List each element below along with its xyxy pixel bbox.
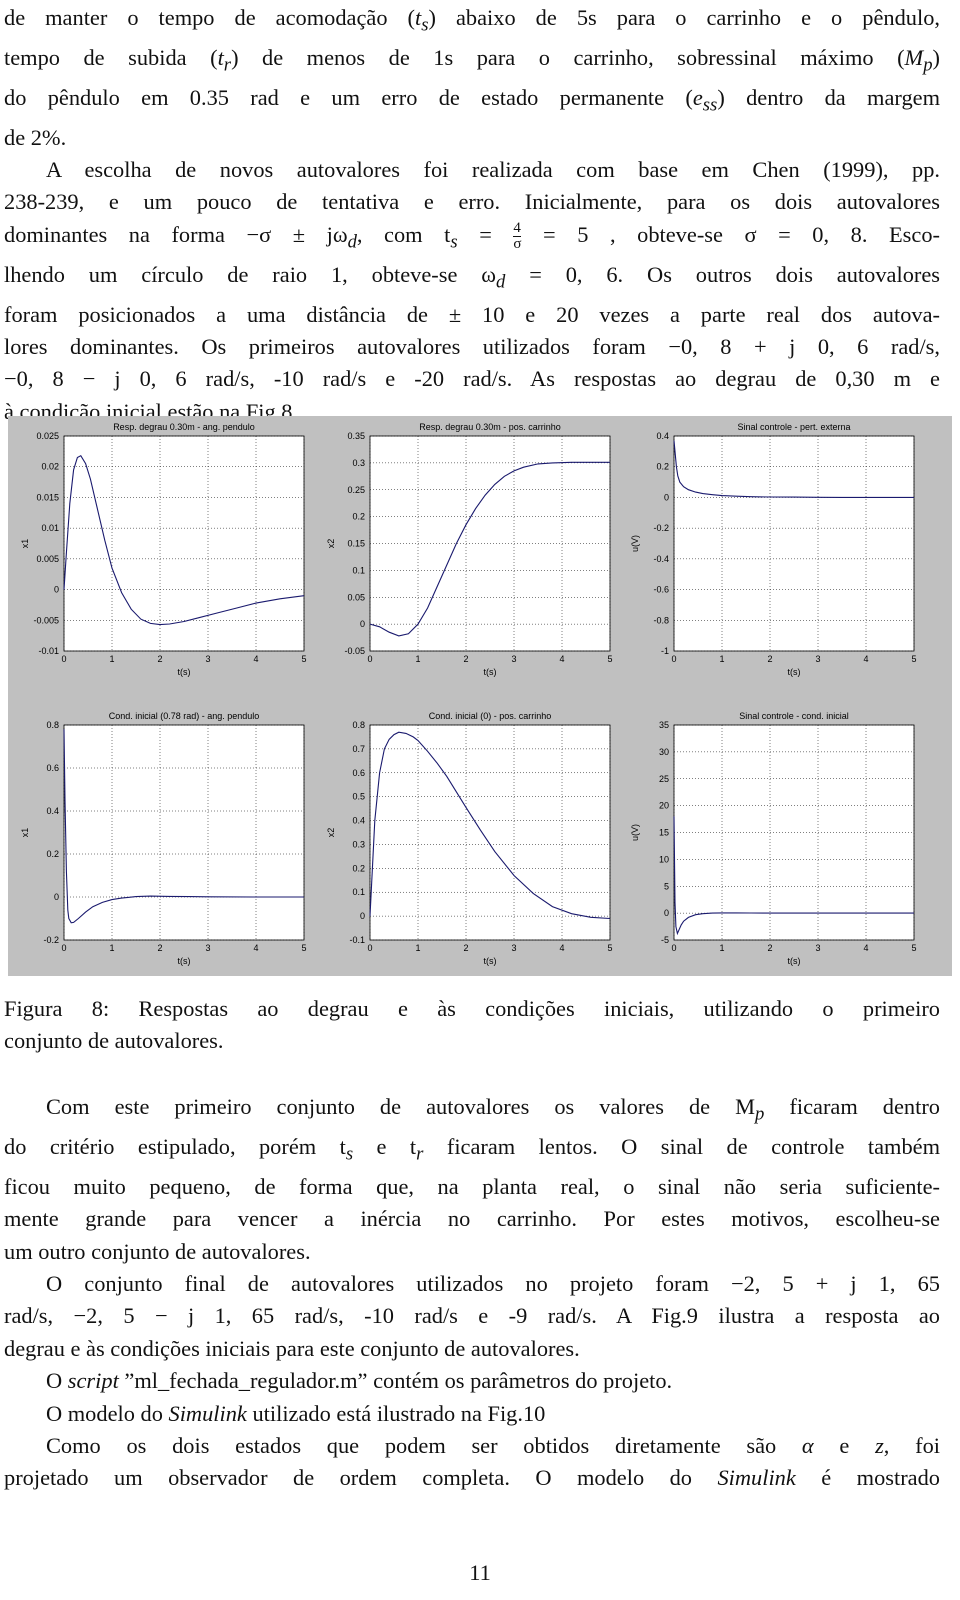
- y-tick-label: -0.005: [33, 615, 59, 626]
- y-tick-label: 0.025: [36, 431, 59, 441]
- y-tick-label: -0.1: [349, 935, 365, 945]
- x-tick-label: 1: [415, 943, 421, 953]
- text-line: rad/s, −2, 5 − j 1, 65 rad/s, -10 rad/s e -9 rad/s. A Fig.9 ilustra a resposta ao: [4, 1303, 940, 1329]
- plot-title: Cond. inicial (0) - pos. carrinho: [428, 711, 552, 721]
- plot-3: [630, 422, 917, 677]
- x-tick-label: 4: [863, 943, 869, 953]
- text-line: Com este primeiro conjunto de autovalores os valores de $M_p$ ficaram dentro: [46, 1094, 941, 1125]
- y-tick-label: 0.6: [46, 763, 59, 773]
- text-line: lhendo um círculo de raio 1, obteve-se $\omega_d = 0$, 6. Os outros dois autovalores: [4, 261, 940, 293]
- plot-1: [20, 422, 307, 677]
- y-tick-label: -0.01: [38, 646, 59, 656]
- y-tick-label: 0.02: [41, 461, 59, 472]
- x-tick-label: 3: [205, 943, 211, 953]
- x-tick-label: 3: [815, 943, 821, 953]
- y-tick-label: 0: [359, 619, 365, 630]
- x-tick-label: 5: [301, 654, 307, 664]
- text-line: Como os dois estados que podem ser obtidos diretamente são α e z, foi: [46, 1433, 940, 1458]
- y-tick-label: 0: [663, 492, 669, 503]
- x-tick-label: 4: [863, 654, 869, 664]
- text-line: de manter o tempo de acomodação $(t_s)$ abaixo de 5s para o carrinho e o pêndulo,: [4, 5, 940, 36]
- y-tick-label: 0.3: [352, 457, 365, 468]
- y-tick-label: 0.2: [656, 461, 669, 472]
- y-tick-label: 35: [658, 720, 669, 730]
- y-tick-label: 0.05: [347, 592, 365, 603]
- x-tick-label: 1: [109, 943, 115, 953]
- text-line: O modelo do Simulink utilizado está ilustrado na Fig.10: [46, 1400, 546, 1426]
- x-tick-label: 4: [559, 943, 565, 953]
- y-axis-label: u(V): [630, 534, 640, 553]
- x-tick-label: 1: [719, 654, 725, 664]
- x-tick-label: 0: [671, 943, 677, 953]
- x-tick-label: 4: [253, 654, 259, 664]
- plot-area: [64, 725, 304, 940]
- text-line: mente grande para vencer a inércia no carrinho. Por estes motivos, escolheu-se: [4, 1206, 940, 1232]
- text-line: um outro conjunto de autovalores.: [4, 1238, 311, 1264]
- x-tick-label: 5: [911, 943, 917, 953]
- x-tick-label: 2: [767, 654, 773, 664]
- x-tick-label: 3: [511, 654, 517, 664]
- figure-8-plots: [8, 416, 952, 976]
- plot-2: [326, 422, 613, 677]
- x-tick-label: 2: [463, 943, 469, 953]
- text-line: ficou muito pequeno, de forma que, na planta real, o sinal não seria suficiente-: [4, 1173, 940, 1199]
- y-tick-label: 0.1: [352, 887, 365, 898]
- x-axis-label: t(s): [787, 956, 801, 966]
- y-tick-label: 0: [663, 908, 669, 919]
- x-tick-label: 2: [157, 654, 163, 664]
- y-tick-label: -0.2: [43, 935, 59, 945]
- plot-6: [630, 711, 917, 966]
- y-tick-label: 0.15: [347, 538, 365, 549]
- text-line: do pêndulo em 0.35 rad e um erro de estado permanente $(e_{ss})$ dentro da margem: [4, 84, 940, 116]
- x-tick-label: 5: [301, 943, 307, 953]
- x-tick-label: 3: [815, 654, 821, 664]
- plot-area: [674, 436, 914, 651]
- y-axis-label: x2: [326, 538, 336, 549]
- y-tick-label: 0: [53, 892, 59, 902]
- plot-area: [370, 725, 610, 940]
- y-tick-label: -0.4: [653, 553, 669, 564]
- text-line: à condição inicial estão na Fig.8.: [4, 398, 299, 424]
- x-tick-label: 5: [607, 943, 613, 953]
- y-tick-label: -0.8: [653, 615, 669, 626]
- x-tick-label: 1: [415, 654, 421, 664]
- text-line: lores dominantes. Os primeiros autovalores utilizados foram −0, 8 + j 0, 6 rad/s,: [4, 334, 940, 359]
- page-number: 11: [469, 1560, 491, 1585]
- y-tick-label: 0.005: [36, 553, 59, 564]
- x-axis-label: t(s): [177, 667, 191, 677]
- y-tick-label: 0.1: [352, 565, 365, 576]
- x-tick-label: 1: [719, 943, 725, 953]
- x-tick-label: 2: [157, 943, 163, 953]
- plot-5: [326, 711, 613, 966]
- y-axis-label: x1: [20, 827, 30, 838]
- x-tick-label: 1: [109, 654, 115, 664]
- y-tick-label: 0.6: [352, 767, 365, 778]
- y-tick-label: 0.015: [36, 492, 59, 503]
- y-tick-label: 0.8: [46, 720, 59, 730]
- plot-title: Sinal controle - pert. externa: [737, 422, 851, 432]
- y-tick-label: 0.4: [656, 431, 669, 441]
- top-text: [4, 2, 940, 428]
- x-tick-label: 0: [367, 943, 373, 953]
- x-axis-label: t(s): [483, 956, 497, 966]
- x-tick-label: 0: [671, 654, 677, 664]
- y-tick-label: 10: [658, 854, 669, 865]
- y-tick-label: 0: [359, 911, 365, 922]
- plot-title: Sinal controle - cond. inicial: [739, 711, 849, 721]
- x-tick-label: 0: [61, 943, 67, 953]
- x-tick-label: 0: [61, 654, 67, 664]
- text-line: degrau e às condições iniciais para este conjunto de autovalores.: [4, 1335, 580, 1361]
- plot-title: Resp. degrau 0.30m - ang. pendulo: [113, 422, 255, 432]
- y-tick-label: 0.4: [352, 815, 365, 826]
- y-axis-label: x1: [20, 538, 30, 549]
- y-tick-label: 0.5: [352, 791, 365, 802]
- y-tick-label: 0.4: [46, 806, 59, 816]
- caption-line: Figura 8: Respostas ao degrau e às condições iniciais, utilizando o primeiro: [4, 996, 940, 1021]
- plot-4: [20, 711, 307, 966]
- text-line: dominantes na forma $-\sigma \pm j\omega_d$, com $t_s$ = $\frac{4}{\sigma}$ = 5 , obteve-se σ = 0, 8. Esco-: [4, 220, 940, 253]
- caption-line: conjunto de autovalores.: [4, 1028, 224, 1054]
- y-tick-label: 0.01: [41, 523, 59, 534]
- y-axis-label: x2: [326, 827, 336, 838]
- y-tick-label: 15: [658, 827, 669, 838]
- x-tick-label: 3: [511, 943, 517, 953]
- text-line: O script ”ml_fechada_regulador.m” contém os parâmetros do projeto.: [46, 1368, 673, 1394]
- y-tick-label: -5: [660, 935, 669, 945]
- plot-area: [64, 436, 304, 651]
- text-line: tempo de subida $(t_r)$ de menos de 1s para o carrinho, sobressinal máximo $(M_p)$: [4, 44, 940, 76]
- y-tick-label: 25: [658, 773, 669, 784]
- x-tick-label: 4: [253, 943, 259, 953]
- y-tick-label: 0.8: [352, 720, 365, 730]
- text-line: do critério estipulado, porém $t_s$ e $t_r$ ficaram lentos. O sinal de controle também: [4, 1133, 940, 1165]
- y-tick-label: 0.2: [46, 849, 59, 859]
- y-tick-label: 0.2: [352, 863, 365, 874]
- plot-title: Cond. inicial (0.78 rad) - ang. pendulo: [108, 711, 260, 721]
- x-axis-label: t(s): [483, 667, 497, 677]
- text-line: projetado um observador de ordem completa. O modelo do Simulink é mostrado: [4, 1465, 940, 1491]
- plot-title: Resp. degrau 0.30m - pos. carrinho: [419, 422, 561, 432]
- text-line: 238-239, e um pouco de tentativa e erro. Inicialmente, para os dois autovalores: [4, 189, 940, 215]
- x-tick-label: 2: [767, 943, 773, 953]
- x-tick-label: 5: [911, 654, 917, 664]
- x-tick-label: 3: [205, 654, 211, 664]
- y-tick-label: -0.2: [653, 523, 669, 534]
- y-axis-label: u(V): [630, 823, 640, 842]
- text-line: A escolha de novos autovalores foi realizada com base em Chen (1999), pp.: [46, 157, 940, 183]
- text-line: −0, 8 − j 0, 6 rad/s, -10 rad/s e -20 rad/s. As respostas ao degrau de 0,30 m e: [4, 366, 940, 392]
- y-tick-label: 5: [663, 881, 669, 892]
- y-tick-label: 20: [658, 800, 669, 811]
- figure-caption: [4, 993, 940, 1058]
- y-tick-label: 0.25: [347, 484, 365, 495]
- y-tick-label: 0.2: [352, 511, 365, 522]
- text-line: O conjunto final de autovalores utilizados no projeto foram −2, 5 + j 1, 65: [46, 1270, 940, 1296]
- y-tick-label: -1: [660, 646, 669, 656]
- x-axis-label: t(s): [177, 956, 191, 966]
- x-tick-label: 5: [607, 654, 613, 664]
- x-tick-label: 4: [559, 654, 565, 664]
- y-tick-label: -0.6: [653, 584, 669, 595]
- text-line: foram posicionados a uma distância de ± 10 e 20 vezes a parte real dos autova-: [4, 301, 940, 327]
- text-line: de 2%.: [4, 124, 67, 150]
- bottom-text: [4, 1091, 940, 1495]
- y-tick-label: 30: [658, 746, 669, 757]
- x-tick-label: 0: [367, 654, 373, 664]
- y-tick-label: 0: [53, 584, 59, 595]
- y-tick-label: 0.3: [352, 839, 365, 850]
- y-tick-label: -0.05: [344, 646, 365, 656]
- x-axis-label: t(s): [787, 667, 801, 677]
- y-tick-label: 0.7: [352, 743, 365, 754]
- y-tick-label: 0.35: [347, 431, 365, 441]
- x-tick-label: 2: [463, 654, 469, 664]
